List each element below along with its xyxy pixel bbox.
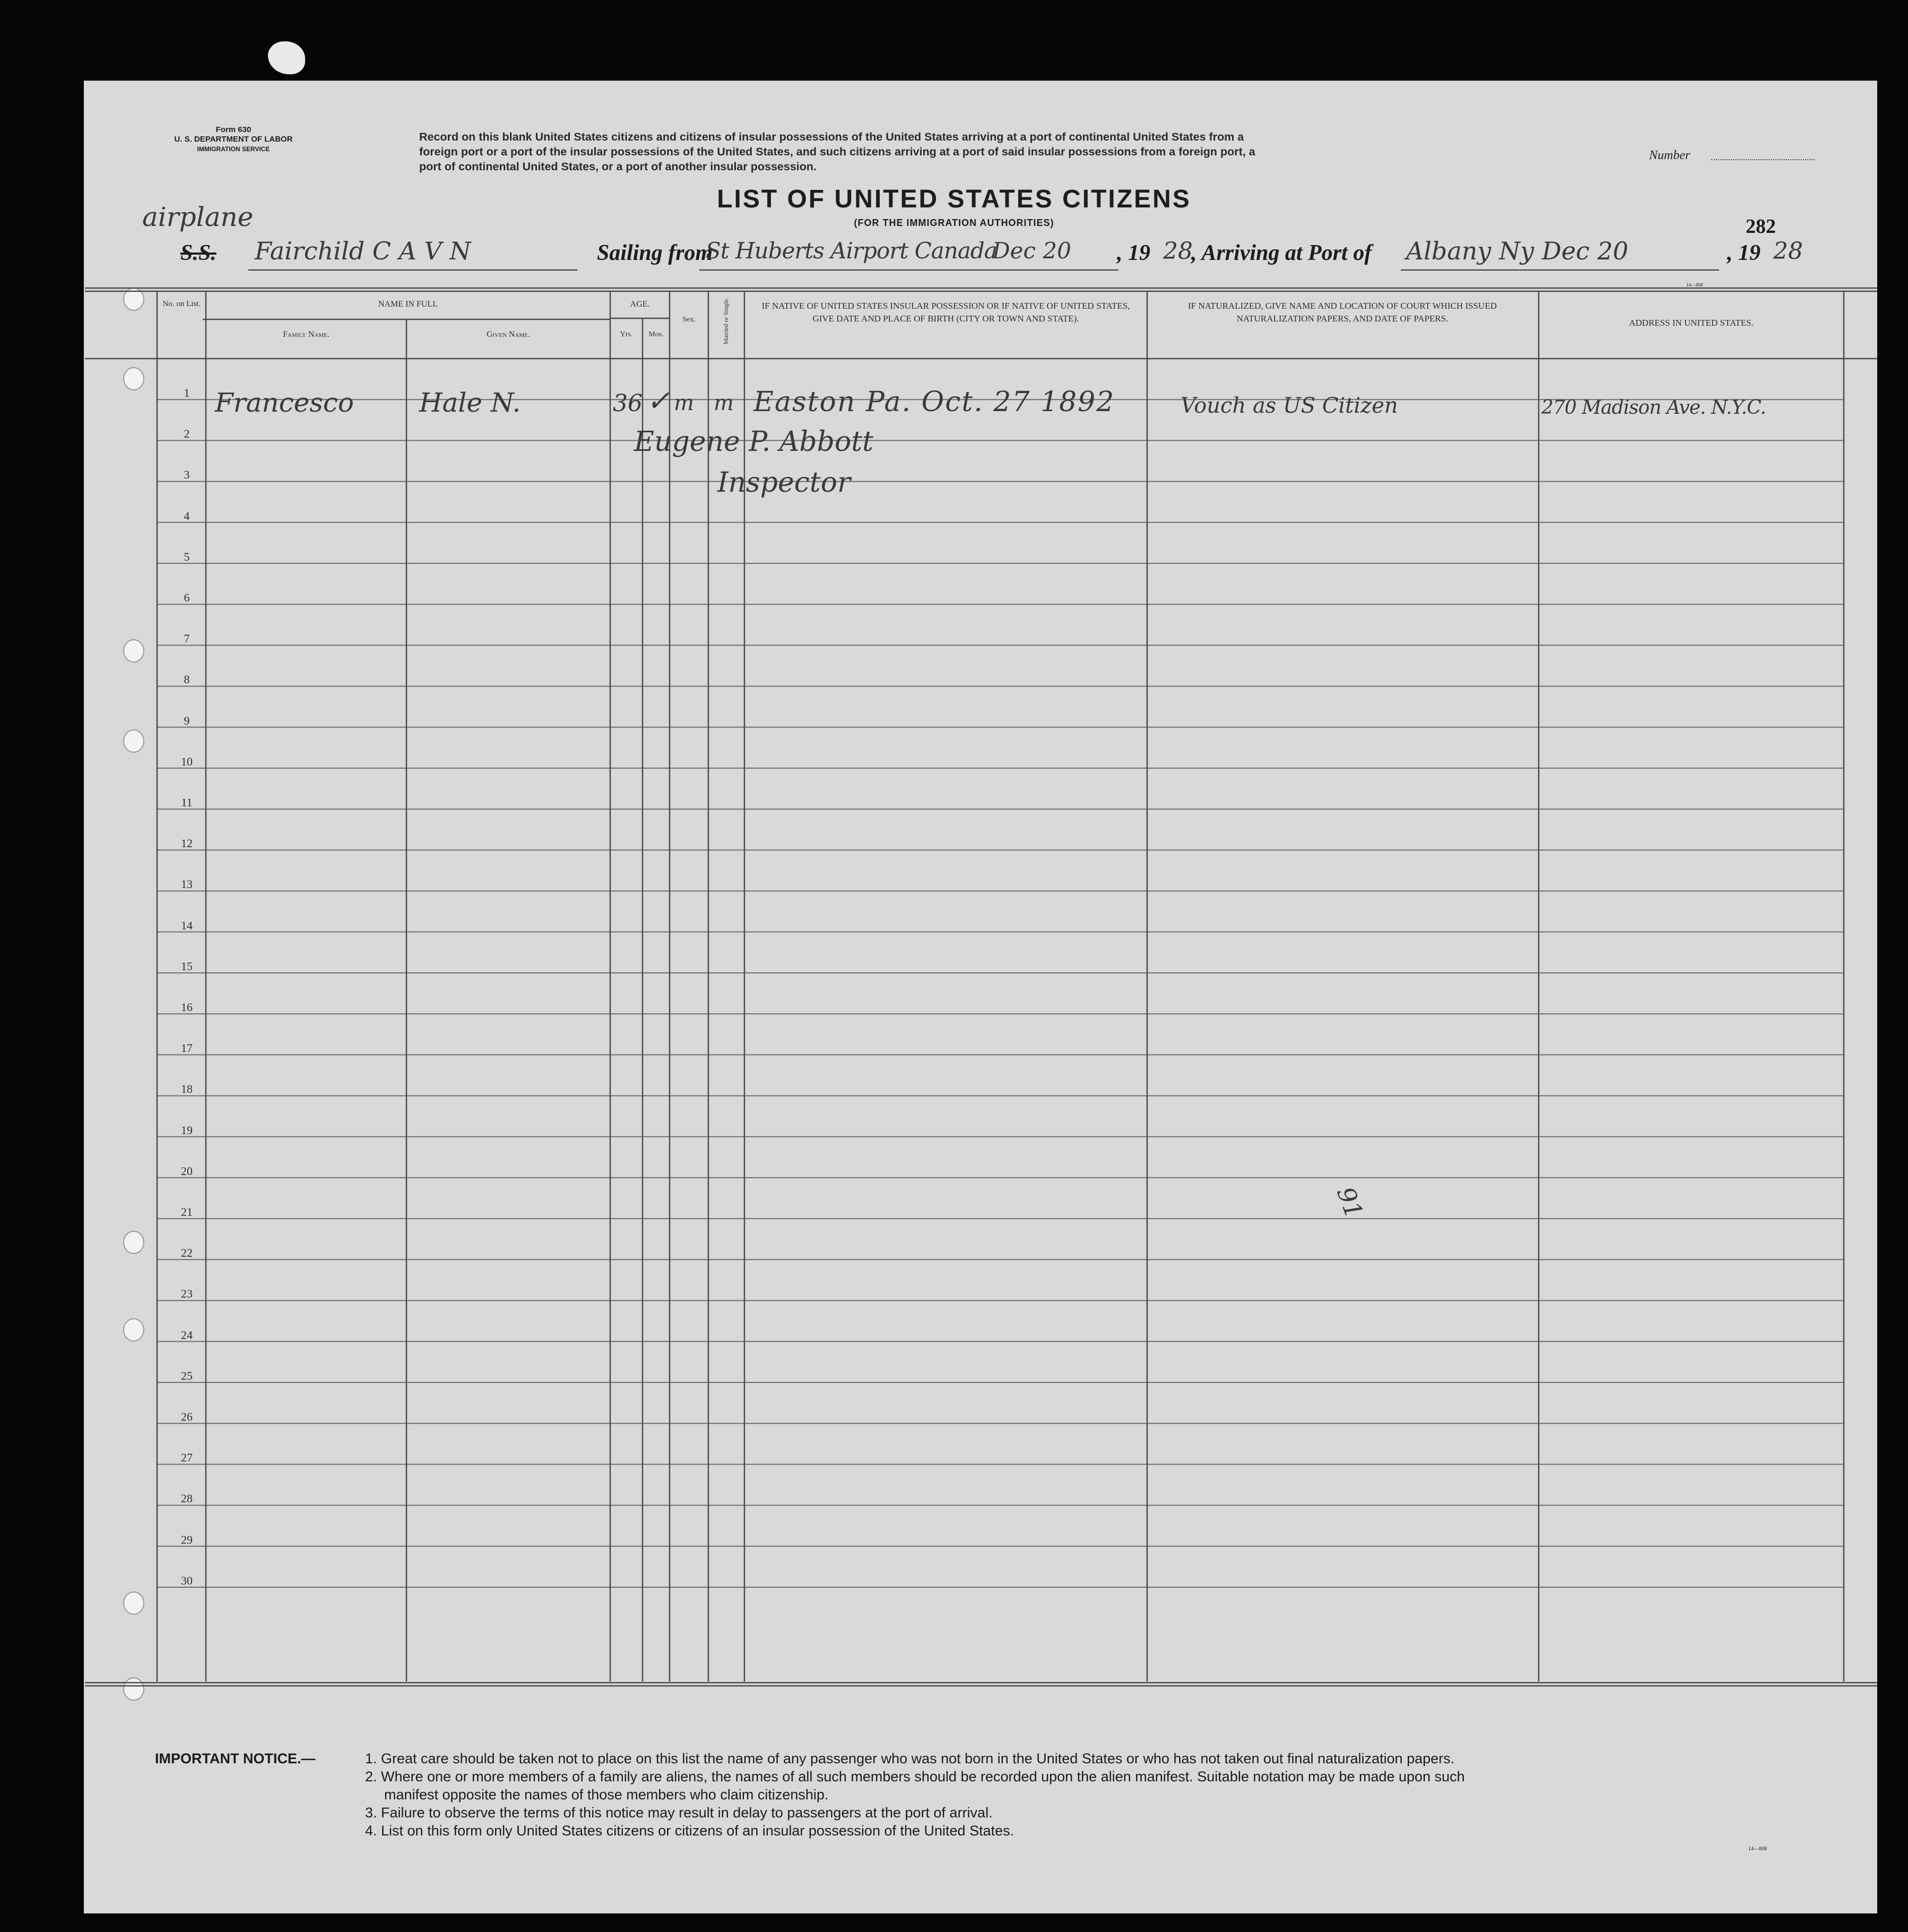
entry-address: 270 Madison Ave. N.Y.C. [1541,397,1766,419]
print-code: 14—808 [1686,282,1703,288]
footer-code: 14—808 [1748,1846,1767,1852]
number-label: Number [1649,149,1690,162]
header-birth: IF NATIVE OF UNITED STATES INSULAR POSSESSION OR IF NATIVE OF UNITED STATES, GIVE DATE AND PLACE OF BIRTH (CITY OR TOWN AND STATE). [761,301,1130,324]
inspector-signature: Eugene P. Abbott [634,426,874,458]
notice-item-4: 4. List on this form only United States citizens or citizens of an insular possession of the United States. [365,1823,1014,1839]
sailing-from-value: St Huberts Airport Canada [706,238,997,264]
row-number: 1 [184,386,190,399]
notice-item-3: 3. Failure to observe the terms of this notice may result in delay to passengers at the port of arrival. [365,1805,993,1821]
row-number: 17 [181,1041,193,1055]
notice-item-2-continued: manifest opposite the names of those members who claim citizenship. [384,1787,829,1803]
row-number: 21 [181,1205,193,1219]
row-number: 14 [181,918,193,932]
year-prefix-1: , 19 [1117,241,1150,265]
row-number: 24 [181,1328,193,1342]
row-number: 15 [181,959,193,973]
arriving-label: , Arriving at Port of [1191,241,1372,265]
row-rules [157,399,1844,1587]
entry-naturalization: Vouch as US Citizen [1181,394,1398,418]
notice-item-2: 2. Where one or more members of a family are aliens, the names of all such members should be recorded upon the alien manifest. Suitable notation may be made upon such [365,1769,1465,1785]
entry-birth: Easton Pa. Oct. 27 1892 [753,386,1115,418]
row-number: 19 [181,1123,193,1137]
page-number: 282 [1746,215,1776,238]
form-number: Form 630 [215,125,251,134]
year-prefix-2: , 19 [1727,241,1760,265]
year-suffix-1: 28 [1163,238,1193,265]
row-number: 11 [181,796,193,809]
row-number: 2 [184,427,190,441]
margin-note: 91 [1331,1183,1369,1222]
header-name-in-full: NAME IN FULL [378,300,438,309]
instruction-line-1: Record on this blank United States citizens and citizens of insular possessions of the United States arriving at a port of continental United States from a [419,130,1244,143]
row-number: 5 [184,550,190,563]
entry-given-name: Hale N. [419,387,521,418]
vessel-type-handwritten: airplane [142,202,254,232]
header-given-name: Given Name. [487,330,530,339]
row-number: 6 [184,591,190,604]
row-number: 9 [184,713,190,727]
entry-sex: m [674,391,694,415]
instruction-line-2: foreign port or a port of the insular possessions of the United States, and such citizens arriving at a port of said insular possessions from a foreign port, a [419,145,1255,158]
header-no-on-list: No. on List. [162,300,201,308]
row-number: 30 [181,1573,193,1587]
notice-heading: IMPORTANT NOTICE.— [155,1751,316,1766]
row-number: 20 [181,1164,193,1178]
notice-items [365,1750,1465,1840]
row-number: 4 [184,509,190,523]
row-number: 18 [181,1082,193,1096]
service-label: IMMIGRATION SERVICE [197,145,270,153]
header-mos: Mos. [648,330,664,338]
row-number: 27 [181,1451,193,1465]
row-number: 22 [181,1246,193,1260]
department-label: U. S. DEPARTMENT OF LABOR [174,135,293,144]
header-naturalized: IF NATURALIZED, GIVE NAME AND LOCATION OF COURT WHICH ISSUED NATURALIZATION PAPERS, AND DATE OF PAPERS. [1187,301,1497,324]
header-family-name: Family Name. [283,330,329,339]
sailing-date: Dec 20 [992,238,1071,264]
header-sex: Sex. [682,316,696,324]
entry-family-name: Francesco [215,387,354,418]
row-number: 23 [181,1287,193,1301]
sailing-from-label: Sailing from [597,241,713,265]
vessel-name: Fairchild C A V N [255,237,471,265]
notice-item-1: 1. Great care should be taken not to place on this list the name of any passenger who was not born in the United States or who has not taken out final naturalization papers. [365,1751,1455,1766]
row-number: 29 [181,1533,193,1546]
entry-age-years: 36 [613,390,643,417]
page-title: LIST OF UNITED STATES CITIZENS [717,185,1191,213]
row-number: 3 [184,468,190,482]
row-number: 16 [181,1000,193,1014]
header-address: ADDRESS IN UNITED STATES. [1629,318,1754,328]
arrival-port: Albany Ny Dec 20 [1406,237,1628,265]
row-number: 12 [181,837,193,850]
row-number: 25 [181,1369,193,1382]
row-number: 26 [181,1410,193,1423]
vessel-prefix-printed: S.S. [180,241,216,265]
year-suffix-2: 28 [1773,238,1803,265]
row-number: 13 [181,877,193,891]
inspector-title: Inspector [717,467,851,499]
instruction-line-3: port of continental United States, or a port of another insular possession. [419,160,817,173]
page-subtitle: (FOR THE IMMIGRATION AUTHORITIES) [854,217,1054,228]
row-number: 28 [181,1492,193,1505]
row-number: 10 [181,754,193,768]
header-age: AGE. [630,300,650,309]
header-yrs: Yrs. [620,330,633,338]
entry-marital-status: m [714,391,734,415]
row-number: 7 [184,632,190,646]
row-number: 8 [184,673,190,686]
column-rules [85,288,1877,1686]
header-married-or-single: Married or Single. [722,297,730,345]
entry-check-mark: ✓ [646,384,671,417]
